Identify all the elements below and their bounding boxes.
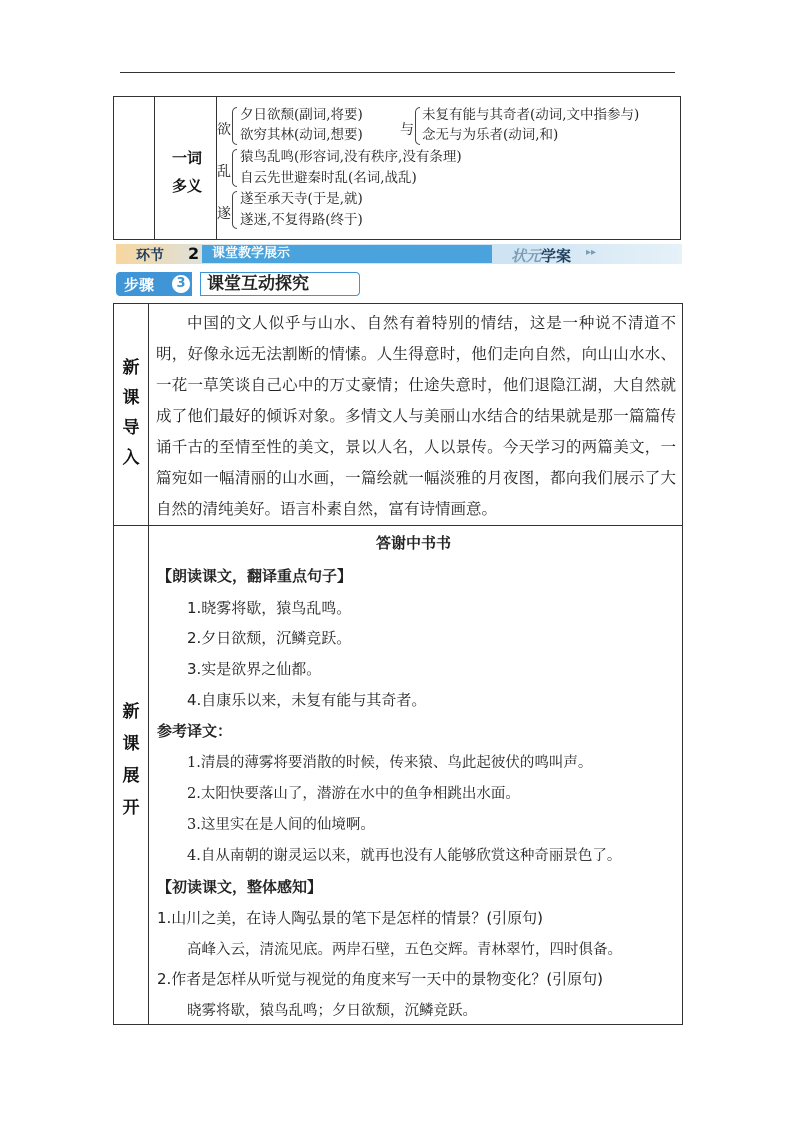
yu3-item-2: 念无与为乐者(动词,和)	[422, 127, 559, 143]
word-yu4: 欲	[217, 122, 231, 138]
step-number: 3	[172, 275, 190, 293]
step-label: 步骤	[124, 276, 155, 294]
arrow-icon: ▸▸	[586, 247, 597, 258]
sui-item-2: 遂迷,不复得路(终于)	[240, 212, 363, 228]
polysemy-label-cell	[155, 97, 217, 239]
sentence: 4.自康乐以来，未复有能与其奇者。	[187, 691, 427, 709]
translation: 3.这里实在是人间的仙境啊。	[187, 817, 375, 833]
step-heading	[116, 270, 682, 300]
lesson-table	[113, 303, 683, 1025]
translation: 1.清晨的薄雾将要消散的时候，传来猿、鸟此起彼伏的鸣叫声。	[187, 755, 593, 771]
sui-item-1: 遂至承天寺(于是,就)	[240, 191, 363, 207]
word-yu3: 与	[400, 122, 414, 138]
reference-heading: 参考译文：	[157, 722, 233, 740]
question: 2.作者是怎样从听觉与视觉的角度来写一天中的景物变化？(引原句)	[157, 970, 604, 988]
intro-text: 中国的文人似乎与山水、自然有着特别的情结，这是一种说不清道不明，好像永远无法割断的情愫。人生得意时，他们走向自然，向山山水水、一花一草笑谈自己心中的万丈豪情；仕途失意时，他们退隐江湖，大自然就成了他们最好的倾诉对象。多情文人与美丽山水结合的结果就是那一篇篇传诵千古的至情至性的美文，景以人名，人以景传。今天学习的两篇美文，一篇宛如一幅清丽的山水画，一篇绘就一幅淡雅的月夜图，都向我们展示了大自然的清纯美好。语言朴素自然，富有诗情画意。	[156, 314, 676, 518]
translation: 2.太阳快要落山了，潜游在水中的鱼争相跳出水面。	[187, 786, 520, 802]
question: 1.山川之美，在诗人陶弘景的笔下是怎样的情景？(引原句)	[157, 909, 544, 927]
answer: 高峰入云，清流见底。两岸石壁，五色交辉。青林翠竹，四时俱备。	[187, 942, 622, 958]
sentence: 2.夕日欲颓，沉鳞竞跃。	[187, 629, 352, 647]
banner-number: 2	[188, 244, 200, 263]
lesson-title: 答谢中书书	[376, 534, 452, 552]
sentence: 1.晓雾将歇，猿鸟乱鸣。	[187, 599, 352, 617]
luan-item-1: 猿鸟乱鸣(形容词,没有秩序,没有条理)	[240, 149, 462, 165]
polysemy-label-line2: 多义	[171, 177, 202, 195]
column-divider	[148, 304, 149, 1024]
yu3-item-1: 未复有能与其奇者(动词,文中指参与)	[422, 107, 640, 123]
word-sui: 遂	[217, 206, 231, 222]
banner-prefix: 环节	[136, 248, 164, 264]
banner-title: 课堂教学展示	[212, 246, 291, 261]
sentence: 3.实是欲界之仙都。	[187, 660, 322, 678]
brace	[415, 107, 420, 145]
word-luan: 乱	[217, 164, 231, 180]
section-banner	[116, 244, 682, 264]
polysemy-table	[113, 96, 681, 240]
section-heading: 【初读课文，整体感知】	[157, 878, 323, 896]
translation: 4.自从南朝的谢灵运以来，就再也没有人能够欣赏这种奇丽景色了。	[187, 848, 622, 864]
step-title: 课堂互动探究	[200, 272, 360, 296]
yu4-item-1: 夕日欲颓(副词,将要)	[240, 107, 363, 123]
polysemy-label-line1: 一词	[171, 149, 202, 167]
brace	[232, 107, 237, 145]
luan-item-2: 自云先世避秦时乱(名词,战乱)	[240, 170, 417, 186]
blank-cell	[114, 97, 155, 239]
unfold-label: 新 课 展 开	[122, 702, 140, 818]
brace	[232, 149, 237, 187]
header-rule	[120, 72, 675, 73]
intro-label: 新 课 导 入	[122, 358, 140, 468]
brand-logo: 状元学案	[511, 247, 572, 265]
section-heading: 【朗读课文，翻译重点句子】	[157, 567, 353, 585]
brace	[232, 191, 237, 229]
yu4-item-2: 欲穷其林(动词,想要)	[240, 127, 363, 143]
answer: 晓雾将歇，猿鸟乱鸣；夕日欲颓，沉鳞竞跃。	[187, 1003, 477, 1019]
banner-title-bar	[202, 245, 492, 263]
step-badge	[116, 272, 192, 296]
row-divider	[114, 525, 682, 526]
